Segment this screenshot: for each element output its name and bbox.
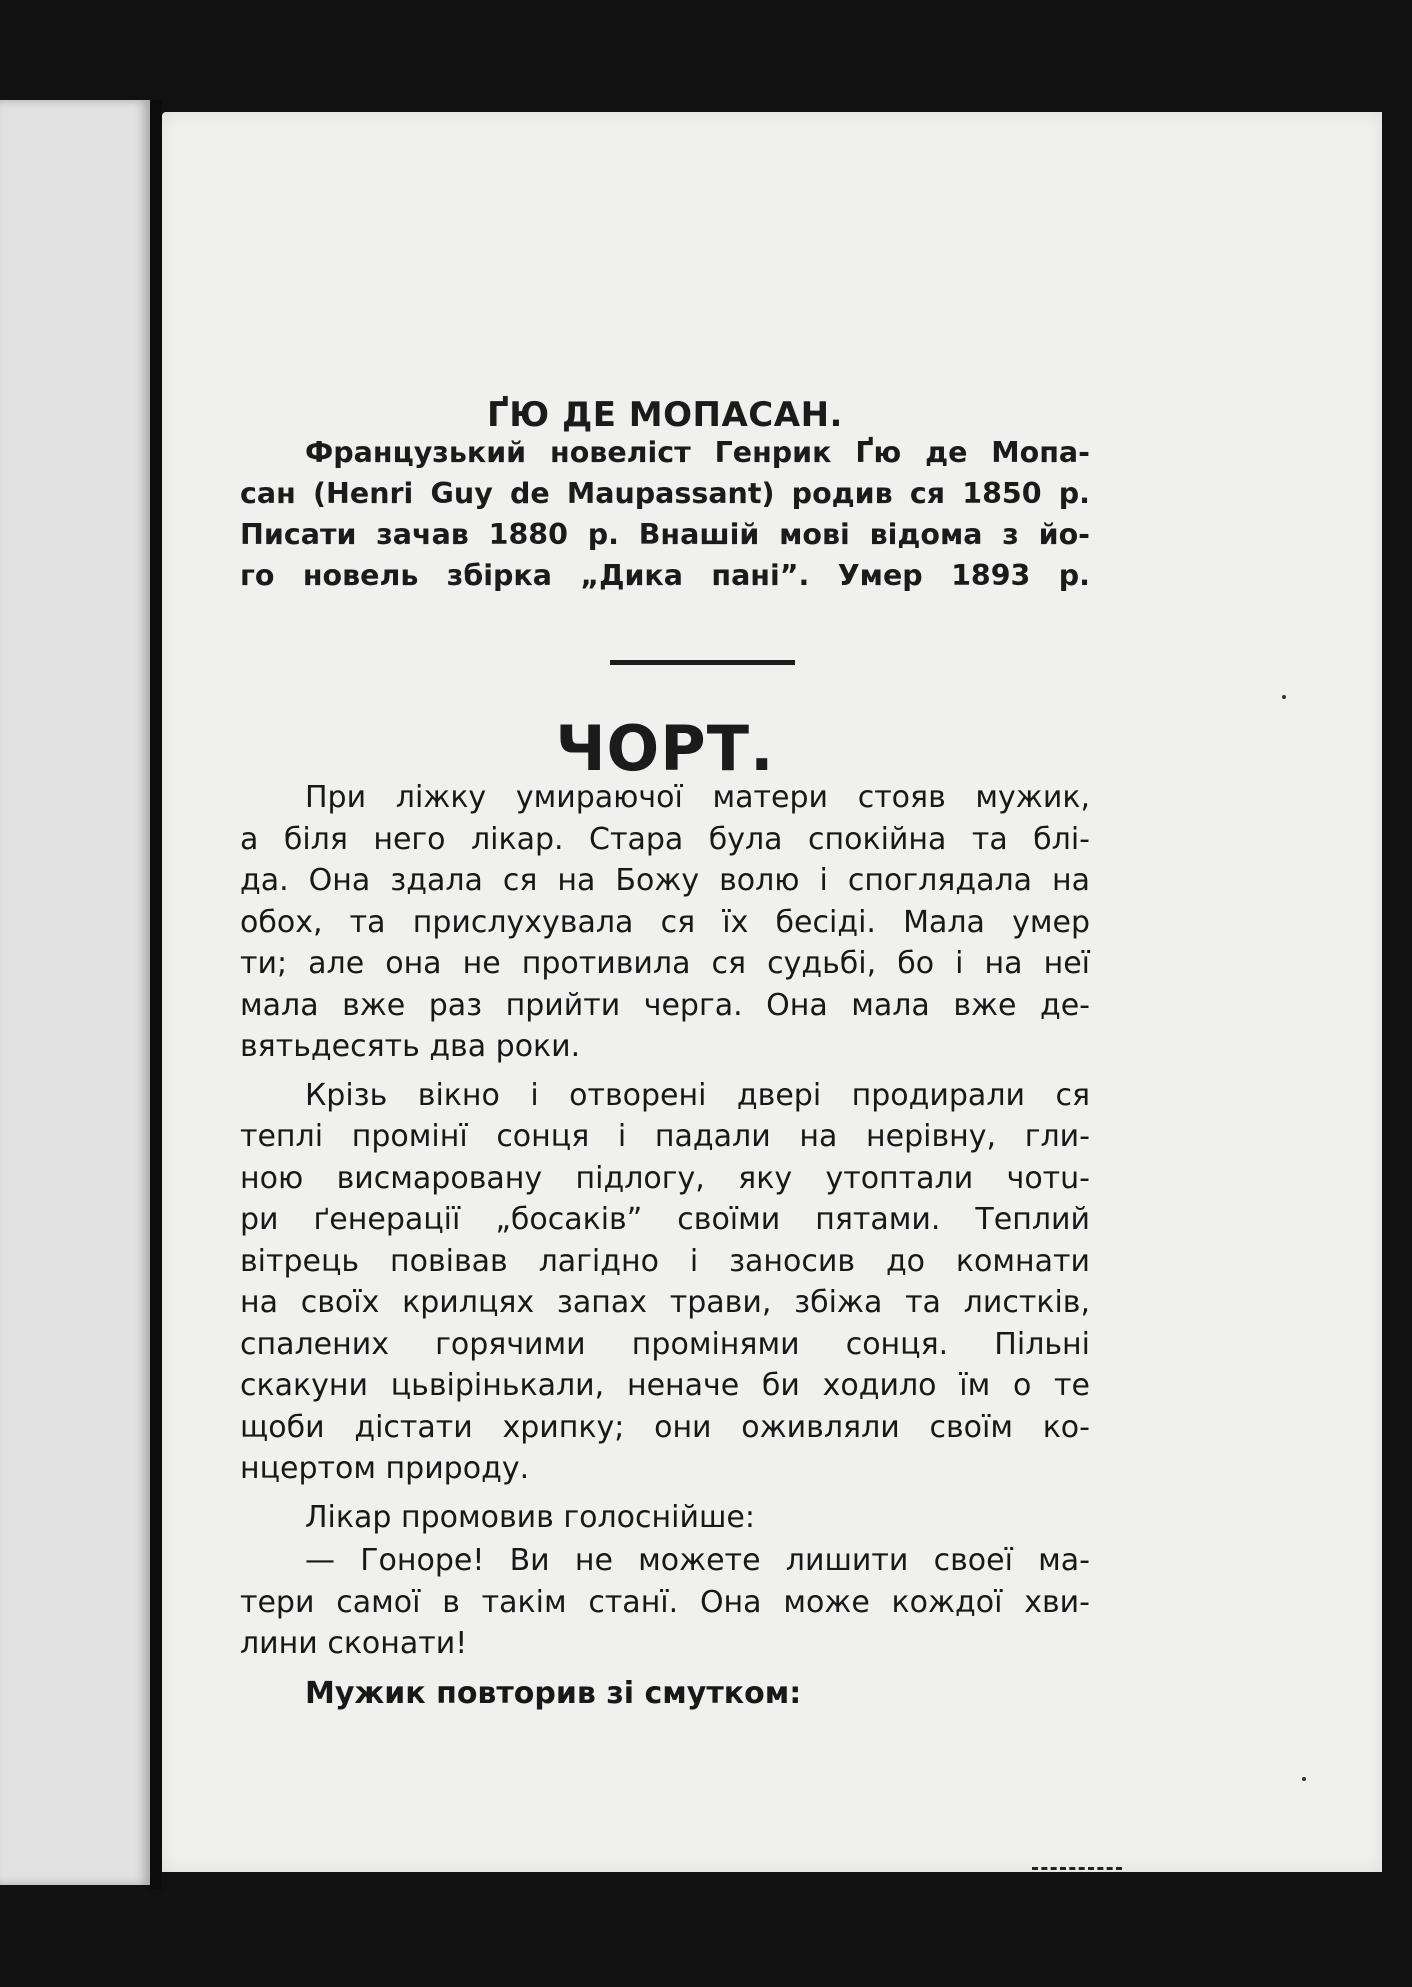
text-line: теплі промінї сонця і падали на нерівну, гли- bbox=[240, 1119, 1090, 1154]
author-heading: ҐЮ ДЕ МОПАСАН. bbox=[487, 395, 843, 435]
story-text bbox=[240, 777, 1090, 1721]
text-line: лини сконати! bbox=[240, 1626, 468, 1661]
paragraph bbox=[240, 777, 1090, 1068]
text-line: вітрець повівав лагідно і заносив до комнати bbox=[240, 1243, 1090, 1279]
text-line: Лікар промовив голоснійше: bbox=[305, 1499, 755, 1535]
text-line: ти; але она не противила ся судьбі, бо і на неї bbox=[240, 946, 1090, 981]
text-line: При ліжку умираючої матери стояв мужик, bbox=[305, 780, 1090, 815]
text-line: да. Она здала ся на Божу волю і споглядала на bbox=[240, 863, 1090, 898]
speck bbox=[1302, 1777, 1306, 1781]
speck bbox=[1282, 695, 1286, 699]
text-line: ною висмаровану підлогу, яку утоптали чотu- bbox=[240, 1160, 1090, 1196]
text-line: Мужик повторив зі смутком: bbox=[305, 1675, 802, 1711]
text-line: ри ґенерації „босаків” своїми пятами. Теплий bbox=[240, 1202, 1090, 1237]
text-line: обох, та прислухувала ся їх бесіді. Мала умер bbox=[240, 904, 1090, 940]
author-bio bbox=[240, 432, 1090, 596]
left-page-edge bbox=[0, 100, 158, 1885]
text-line: спалених горячими промінями сонця. Пільні bbox=[240, 1326, 1090, 1362]
paragraph bbox=[240, 1497, 1090, 1539]
bio-line: Французький новеліст Генрик Ґю де Мопа- bbox=[305, 436, 1090, 469]
book-page bbox=[162, 112, 1382, 1872]
section-divider bbox=[610, 660, 795, 665]
book-spine bbox=[150, 100, 162, 1890]
text-line: на своїх крилцях запах трави, збіжа та листків, bbox=[240, 1285, 1090, 1320]
page-mark bbox=[1032, 1867, 1122, 1873]
bio-line: го новель збірка „Дика пані”. Умер 1893 р. bbox=[240, 559, 1090, 592]
text-line: — Гоноре! Ви не можете лишити своеї ма- bbox=[305, 1543, 1090, 1578]
text-line: вятьдесять два роки. bbox=[240, 1029, 581, 1064]
paragraph bbox=[240, 1673, 1090, 1715]
text-line: а біля него лікар. Стара була спокійна та блі- bbox=[240, 821, 1090, 857]
text-line: мала вже раз прийти черга. Она мала вже де- bbox=[240, 987, 1090, 1023]
text-line: нцертом природу. bbox=[240, 1451, 530, 1486]
text-line: Крізь вікно і отворені двері продирали ся bbox=[305, 1077, 1090, 1113]
bio-line: Писати зачав 1880 р. Внашій мові відома з йо- bbox=[240, 518, 1090, 551]
text-line: щоби дістати хрипку; они оживляли своїм ко- bbox=[240, 1409, 1090, 1445]
story-title: ЧОРТ. bbox=[555, 712, 775, 785]
text-line: тери самої в такім станї. Она може кождої хви- bbox=[240, 1584, 1090, 1620]
text-line: скакуни цьвірінькали, неначе би ходило їм о те bbox=[240, 1368, 1090, 1403]
bio-line: сан (Henri Guy de Maupassant) родив ся 1850 р. bbox=[240, 477, 1090, 510]
paragraph bbox=[240, 1075, 1090, 1490]
paragraph bbox=[240, 1540, 1090, 1665]
